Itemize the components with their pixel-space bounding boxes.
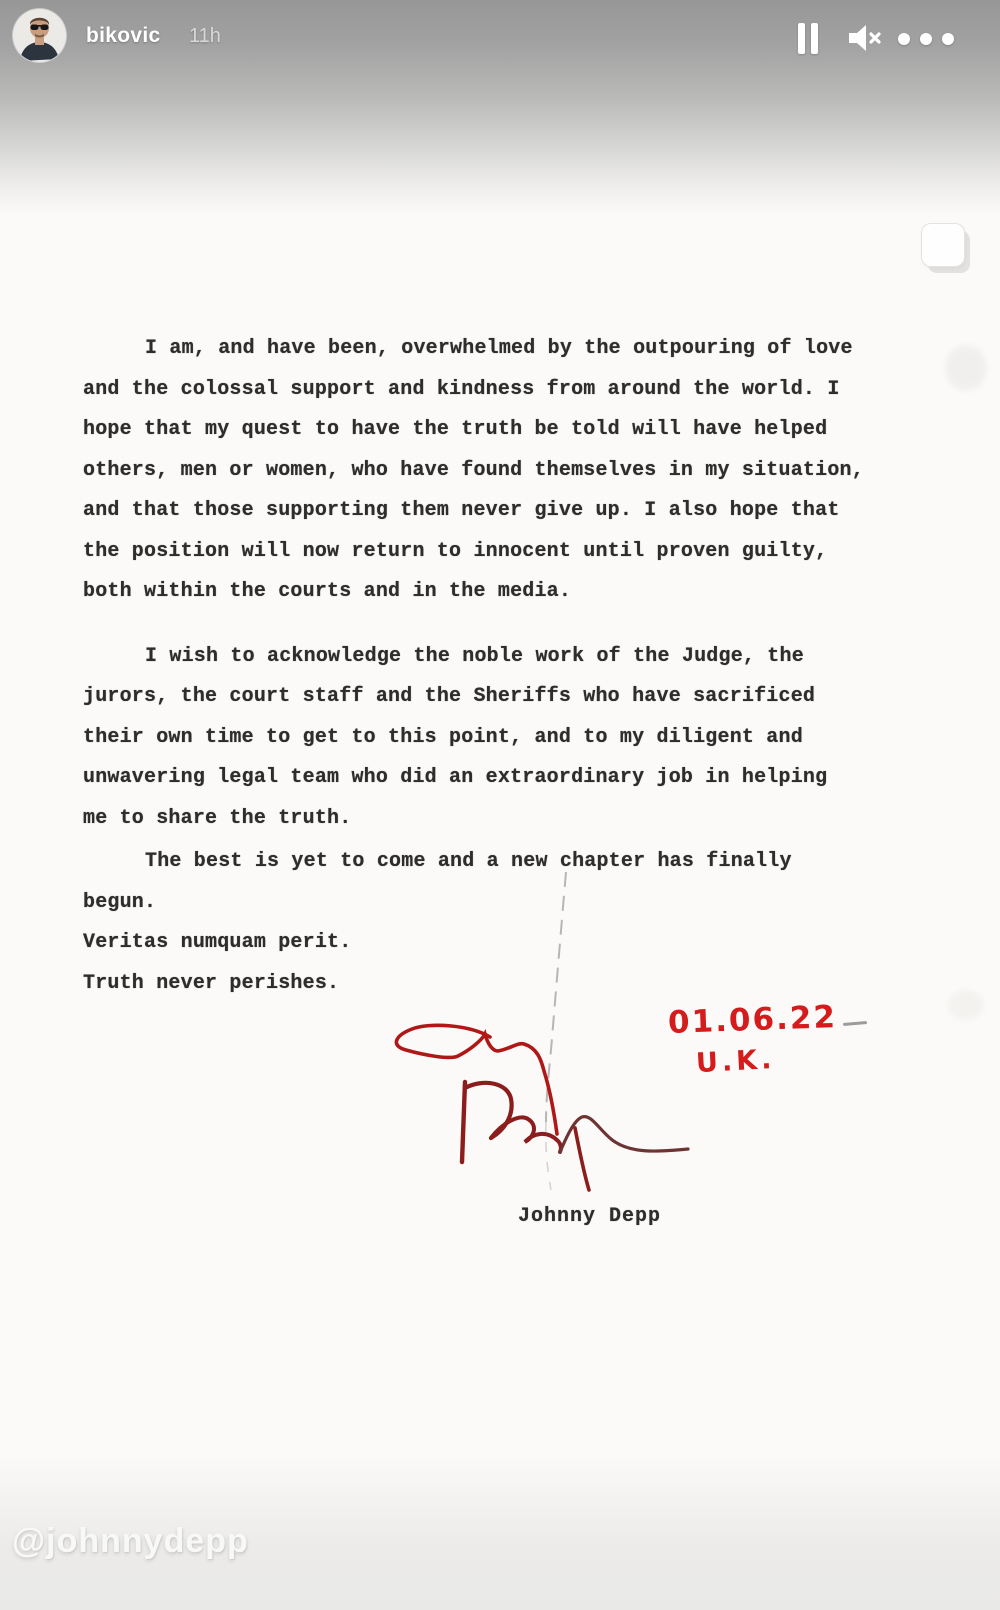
- letter-line: their own time to get to this point, and to my diligent and: [83, 725, 803, 749]
- paper-sticker-artifact: [921, 223, 965, 267]
- letter-line: others, men or women, who have found themselves in my situation,: [83, 458, 864, 482]
- signature-flourish: [396, 1025, 557, 1134]
- letter-line: Truth never perishes.: [83, 971, 340, 995]
- letter-line: and the colossal support and kindness from around the world. I: [83, 377, 840, 401]
- handwritten-date: 01.06.22: [667, 999, 838, 1041]
- letter-document: [0, 190, 1000, 1470]
- username[interactable]: bikovic: [86, 24, 161, 47]
- letter-line: I wish to acknowledge the noble work of the Judge, the: [145, 644, 804, 668]
- more-options-button[interactable]: [896, 26, 962, 52]
- story-header: [0, 0, 1000, 90]
- letter-line: the position will now return to innocent until proven guilty,: [83, 539, 828, 563]
- letter-line: hope that my quest to have the truth be told will have helped: [83, 418, 828, 441]
- mention-tag[interactable]: @johnnydepp: [12, 1522, 249, 1560]
- paper-artifact: [945, 345, 987, 391]
- signature-initial: [462, 1082, 465, 1162]
- letter-line: Veritas numquam perit.: [83, 931, 352, 954]
- letter-line: unwavering legal team who did an extraordinary job in helping: [83, 766, 828, 789]
- pause-button[interactable]: [792, 23, 826, 55]
- timestamp: 11h: [189, 25, 221, 47]
- avatar-image: [13, 9, 66, 62]
- letter-line: The best is yet to come and a new chapter has finally: [145, 850, 792, 873]
- letter-line: both within the courts and in the media.: [83, 580, 572, 603]
- letter-line: I am, and have been, overwhelmed by the outpouring of love: [145, 337, 853, 360]
- letter-line: begun.: [83, 890, 157, 914]
- profile-avatar[interactable]: [13, 9, 66, 62]
- muted-speaker-icon: [846, 21, 886, 55]
- mute-button[interactable]: [846, 21, 886, 57]
- handwritten-location: U.K.: [695, 1043, 777, 1080]
- letter-line: and that those supporting them never give up. I also hope that: [83, 499, 840, 522]
- letter-line: me to share the truth.: [83, 806, 352, 830]
- typed-signature-name: Johnny Depp: [518, 1205, 662, 1228]
- letter-line: jurors, the court staff and the Sheriffs who have sacrificed: [83, 685, 816, 708]
